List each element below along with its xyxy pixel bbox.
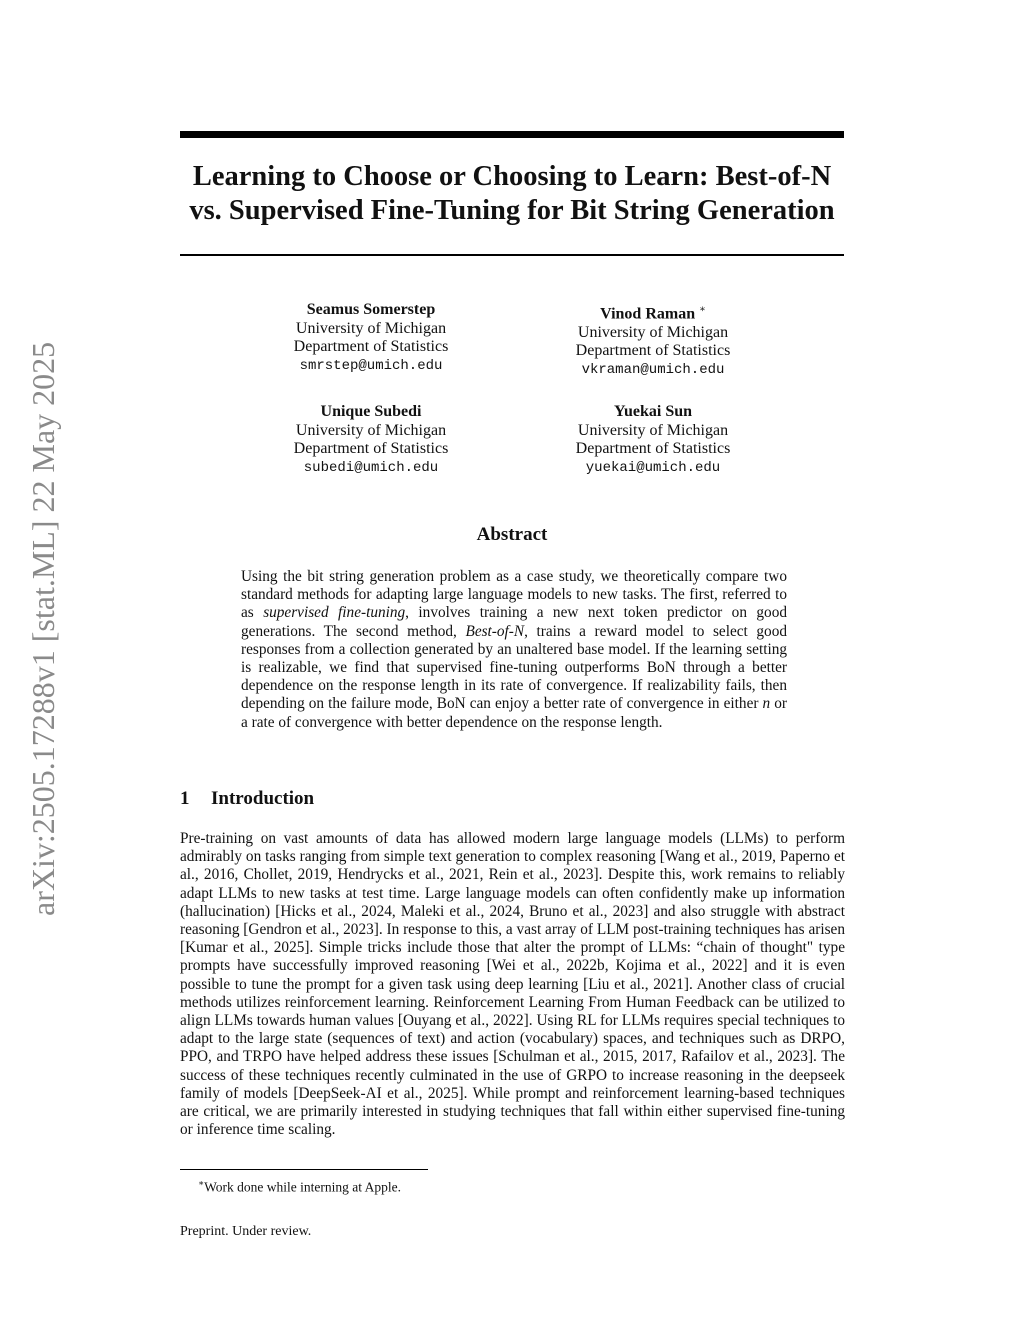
- author-department: Department of Statistics: [293, 338, 449, 355]
- section-title: Introduction: [211, 788, 315, 809]
- footnote-rule: [180, 1169, 428, 1170]
- title-line-2: vs. Supervised Fine-Tuning for Bit String Generation: [189, 195, 835, 226]
- author-department: Department of Statistics: [575, 342, 731, 360]
- footnote-mark: ∗: [198, 1178, 205, 1188]
- paper-title: [180, 160, 844, 228]
- abstract-math-n: n: [762, 695, 771, 713]
- title-bottom-rule: [180, 254, 844, 256]
- abstract-emphasis-bon: Best-of-N: [465, 622, 525, 640]
- author-block-2: [523, 301, 783, 379]
- introduction-paragraph: Pre-training on vast amounts of data has allowed modern large language models (LLMs) to perform admirably on tasks ranging from simple text generation to complex reasoning [Wang et al., 2019, Paperno et al., 2016, Chollet, 2019, Hendrycks et al., 2021, Rein et al., 2023]. Despite this, work remains to reliably adapt LLMs to new tasks at test time. Large language models can often confidently make up information (hallucination) [Hicks et al., 2024, Maleki et al., 2024, Bruno et al., 2023] and also struggle with abstract reasoning [Gendron et al., 2023]. In response to this, a vast array of LLM post-training techniques has arisen [Kumar et al., 2025]. Simple tricks include those that alter the prompt of LLMs: “chain of thought" type prompts have successfully improved reasoning [Wei et al., 2022b, Kojima et al., 2022] and it is even possible to tune the prompt for a given task using deep learning [Liu et al., 2021]. Another class of crucial methods utilizes reinforcement learning. Reinforcement Learning From Human Feedback can be utilized to align LLMs towards human values [Ouyang et al., 2022]. Using RL for LLMs requires special techniques to adapt to the large state (sequences of text) and action (vocabulary) spaces, and techniques such as DRPO, PPO, and TRPO have helped address these issues [Schulman et al., 2015, 2017, Rafailov et al., 2023]. The success of these techniques recently culminated in the use of GRPO to increase reasoning in the deepseek family of models [DeepSeek-AI et al., 2025]. While prompt and reinforcement learning-based techniques are critical, we are primarily interested in studying techniques that fall within either supervised fine-tuning or inference time scaling.: [180, 830, 845, 1139]
- abstract-emphasis-sft: supervised fine-tuning: [263, 604, 406, 622]
- author-block-4: [523, 403, 783, 477]
- author-name: Vinod Raman ∗: [600, 304, 706, 323]
- author-email[interactable]: yuekai@umich.edu: [585, 459, 721, 476]
- author-block-1: [241, 301, 501, 375]
- author-block-3: [241, 403, 501, 477]
- author-department: Department of Statistics: [575, 440, 731, 457]
- abstract-heading: Abstract: [476, 524, 548, 545]
- footnote: [198, 1175, 401, 1196]
- author-affiliation: University of Michigan: [295, 319, 447, 337]
- author-affiliation: University of Michigan: [577, 421, 729, 439]
- author-footnote-mark[interactable]: ∗: [699, 304, 706, 315]
- arxiv-stamp: arXiv:2505.17288v1 [stat.ML] 22 May 2025: [25, 341, 61, 916]
- author-email[interactable]: smrstep@umich.edu: [299, 357, 443, 374]
- section-number: 1: [180, 788, 190, 809]
- preprint-notice: Preprint. Under review.: [180, 1224, 312, 1239]
- abstract-text: Using the bit string generation problem as a case study, we theoretically compare two standard methods for adapting large language models to new tasks. The first, referred to as supervised fine-tuning, involves training a new next token predictor on good generations. The second method, Best-of-N, trains a reward model to select good responses from a collection generated by an unaltered base model. If the learning setting is realizable, we find that supervised fine-tuning outperforms BoN through a better dependence on the response length in its rate of convergence. If realizability fails, then depending on the failure mode, BoN can enjoy a better rate of convergence in either n or a rate of convergence with better dependence on the response length.: [241, 568, 787, 731]
- author-affiliation: University of Michigan: [577, 323, 729, 341]
- footnote-text: Work done while interning at Apple.: [204, 1179, 401, 1195]
- author-name: Unique Subedi: [320, 403, 422, 420]
- author-department: Department of Statistics: [293, 440, 449, 457]
- section-heading-introduction: [180, 788, 314, 810]
- title-top-rule: [180, 131, 844, 138]
- author-name: Seamus Somerstep: [306, 301, 436, 318]
- title-line-1: Learning to Choose or Choosing to Learn: Best-of-N: [192, 161, 832, 192]
- author-email[interactable]: subedi@umich.edu: [303, 459, 439, 476]
- author-name: Yuekai Sun: [613, 403, 693, 420]
- author-affiliation: University of Michigan: [295, 421, 447, 439]
- author-email[interactable]: vkraman@umich.edu: [581, 361, 725, 378]
